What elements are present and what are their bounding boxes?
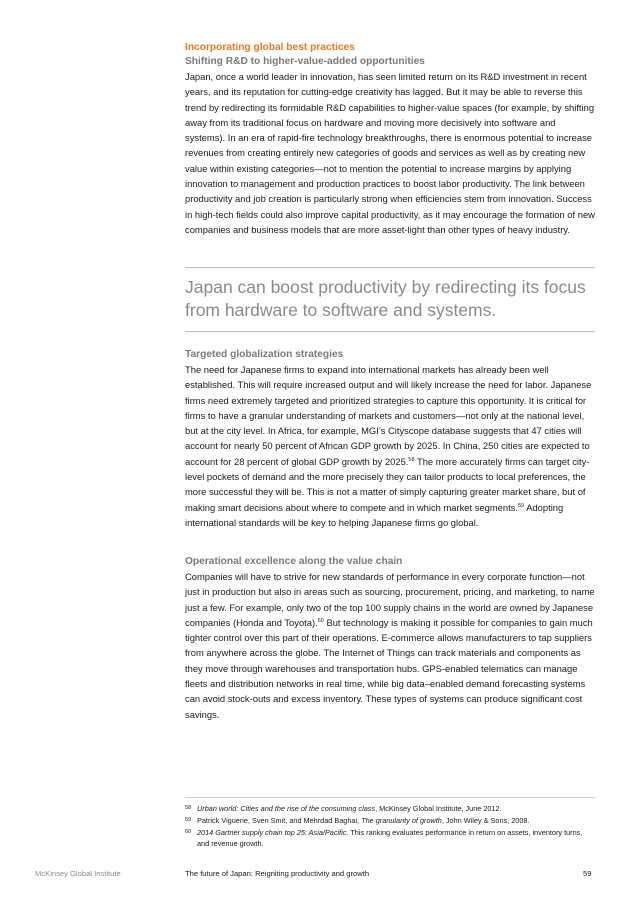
footnote-ref-60[interactable]: 60 (317, 617, 324, 624)
footnote-60: 60 2014 Gartner supply chain top 25: Asia/Pacific. This ranking evaluates performance in return on assets, inventory turns, and revenue growth. (185, 828, 583, 848)
footer-title: The future of Japan: Reigniting productivity and growth (185, 869, 370, 878)
subhead-operational: Operational excellence along the value chain (185, 556, 403, 567)
footnote-ref-59[interactable]: 59 (517, 502, 525, 509)
paragraph-operational: Companies will have to strive for new standards of performance in every corporate function—not just in production but also in areas such as sourcing, procurement, pricing, and marketing, to name just a few. For example, only two of the top 100 supply chains in the world are owned by Japanese companies (Honda and Toyota).$^{60}$ But technology is making it possible for companies to gain much tighter control over this part of their operations. E-commerce allows manufacturers to tap suppliers from anywhere across the globe. The Internet of Things can track materials and components as they move through warehouses and transportation hubs. GPS-enabled telematics can manage fleets and distribution networks in real time, while big data–enabled demand forecasting systems can avoid stock-outs and excess inventory. These types of systems can produce significant cost savings. (185, 571, 595, 720)
subhead-globalization: Targeted globalization strategies (185, 349, 344, 360)
pull-quote-top-rule (185, 267, 595, 268)
footnote-rule (185, 797, 595, 798)
footnote-59: 59 Patrick Viguerie, Sven Smit, and Mehrdad Baghai, The granularity of growth, John Wiley & Sons, 2008. (185, 816, 530, 825)
subhead-rd: Shifting R&D to higher-value-added opportunities (185, 56, 425, 67)
footnote-ref-58[interactable]: 58 (408, 456, 415, 463)
page-number: 59 (583, 869, 592, 878)
section-kicker: Incorporating global best practices (185, 42, 355, 53)
footnote-58: 58 Urban world: Cities and the rise of the consuming class, McKinsey Global Institute, June 2012. (185, 804, 502, 813)
pull-quote: Japan can boost productivity by redirecting its focus from hardware to software and systems. (185, 277, 586, 320)
paragraph-rd: Japan, once a world leader in innovation, has seen limited return on its R&D investment in recent years, and its reputation for cutting-edge creativity has lagged. But it may be able to reverse this trend by redirecting its formidable R&D capabilities to higher-value spaces (for example, by shifting away from its traditional focus on hardware and moving more decisively into software and systems). In an era of rapid-fire technology breakthroughs, there is enormous potential to increase revenues from creating entirely new categories of goods and services as well as by creating new value within existing categories—not to mention the potential to increase margins by applying innovation to management and production practices to boost labor productivity. The link between productivity and job creation is particularly strong when efficiencies stem from innovation. Success in high-tech fields could also improve capital productivity, as it may encourage the formation of new companies and business models that are more asset-light than other types of heavy industry. (185, 71, 595, 235)
footer-publisher: McKinsey Global Institute (35, 869, 121, 878)
paragraph-globalization: The need for Japanese firms to expand into international markets has already been well established. This will require increased output and will likely increase the need for labor. Japanese firms need extremely targeted and prioritized strategies to capture this opportunity. It is critical for firms to have a granular understanding of markets and customers—not only at the national level, but at the city level. In Africa, for example, MGI’s Cityscope database suggests that 47 cities will account for nearly 50 percent of African GDP growth by 2025. In China, 250 cities are expected to account for 28 percent of global GDP growth by 2025.58 The more accurately firms can target city-level pockets of demand and the more precisely they can tailor products to local preferences, the more successful they will be. This is not a matter of simply capturing greater market share, but of making smart decisions about where to compete and in which market segments.$^{59}$ Adopting international standards will be key to helping Japanese firms go global. (185, 364, 592, 528)
pull-quote-bottom-rule (185, 331, 595, 332)
